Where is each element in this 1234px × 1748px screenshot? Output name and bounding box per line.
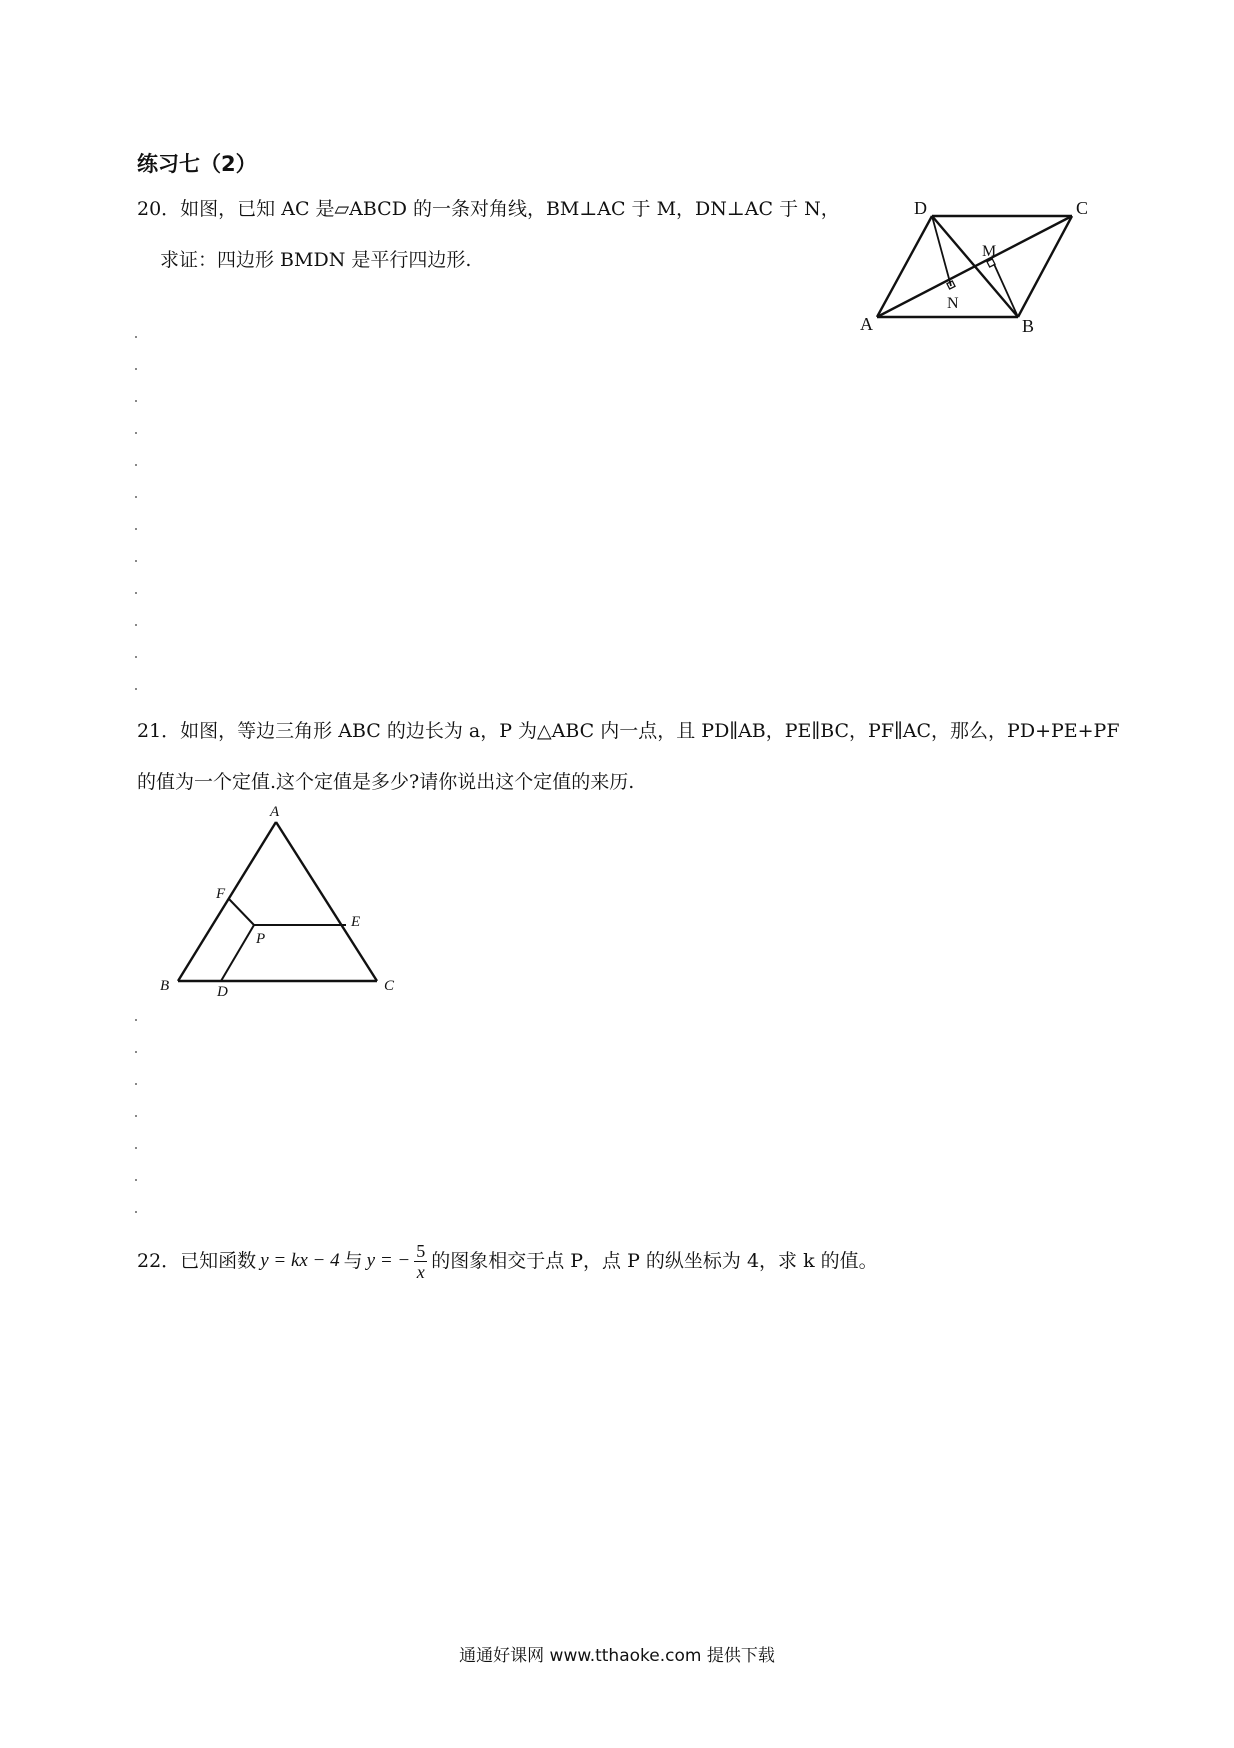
q21-line1: 21．如图，等边三角形 ABC 的边长为 a，P 为△ABC 内一点，且 PD∥AB，PE∥BC，PF∥AC，那么，PD+PE+PF [137, 720, 1120, 742]
edge-AB [178, 822, 276, 981]
label-D: D [217, 984, 228, 1000]
q22-func1: y = kx − 4 [260, 1250, 340, 1271]
q22-suffix: 的图象相交于点 P，点 P 的纵坐标为 4，求 k 的值。 [431, 1250, 878, 1272]
label-C: C [1076, 200, 1089, 218]
label-P: P [256, 931, 266, 947]
q20-parallelogram-figure [840, 200, 1090, 340]
edge-AC [276, 822, 377, 981]
q22-fraction-numerator: 5 [416, 1240, 426, 1261]
label-B: B [160, 978, 170, 994]
q21-line2: 的值为一个定值.这个定值是多少?请你说出这个定值的来历. [137, 771, 635, 793]
segment-BM [994, 264, 1018, 317]
page-footer: 通通好课网 www.tthaoke.com 提供下载 [459, 1646, 775, 1666]
label-M: M [982, 243, 997, 260]
label-C: C [384, 978, 395, 994]
q22-line [137, 1236, 878, 1286]
q20-line2: 求证：四边形 BMDN 是平行四边形. [160, 249, 472, 271]
label-A: A [270, 804, 280, 820]
q22-func2-lhs: y = − [366, 1250, 411, 1271]
label-E: E [351, 914, 361, 930]
q21-triangle-figure [150, 800, 410, 1000]
label-N: N [947, 295, 959, 312]
segment-PD [221, 925, 254, 981]
label-D: D [914, 200, 927, 218]
q22-connector: 与 [343, 1250, 363, 1272]
q22-fraction-denominator: x [416, 1261, 425, 1282]
q22-prefix: 22．已知函数 [137, 1250, 257, 1272]
label-F: F [216, 886, 226, 902]
q22-fraction [414, 1241, 427, 1282]
segment-PF [229, 899, 254, 925]
label-B: B [1022, 316, 1035, 336]
section-title: 练习七（2） [137, 152, 257, 176]
q20-line1: 20．如图，已知 AC 是▱ABCD 的一条对角线，BM⊥AC 于 M，DN⊥AC 于 N， [137, 198, 840, 220]
label-A: A [860, 314, 873, 334]
